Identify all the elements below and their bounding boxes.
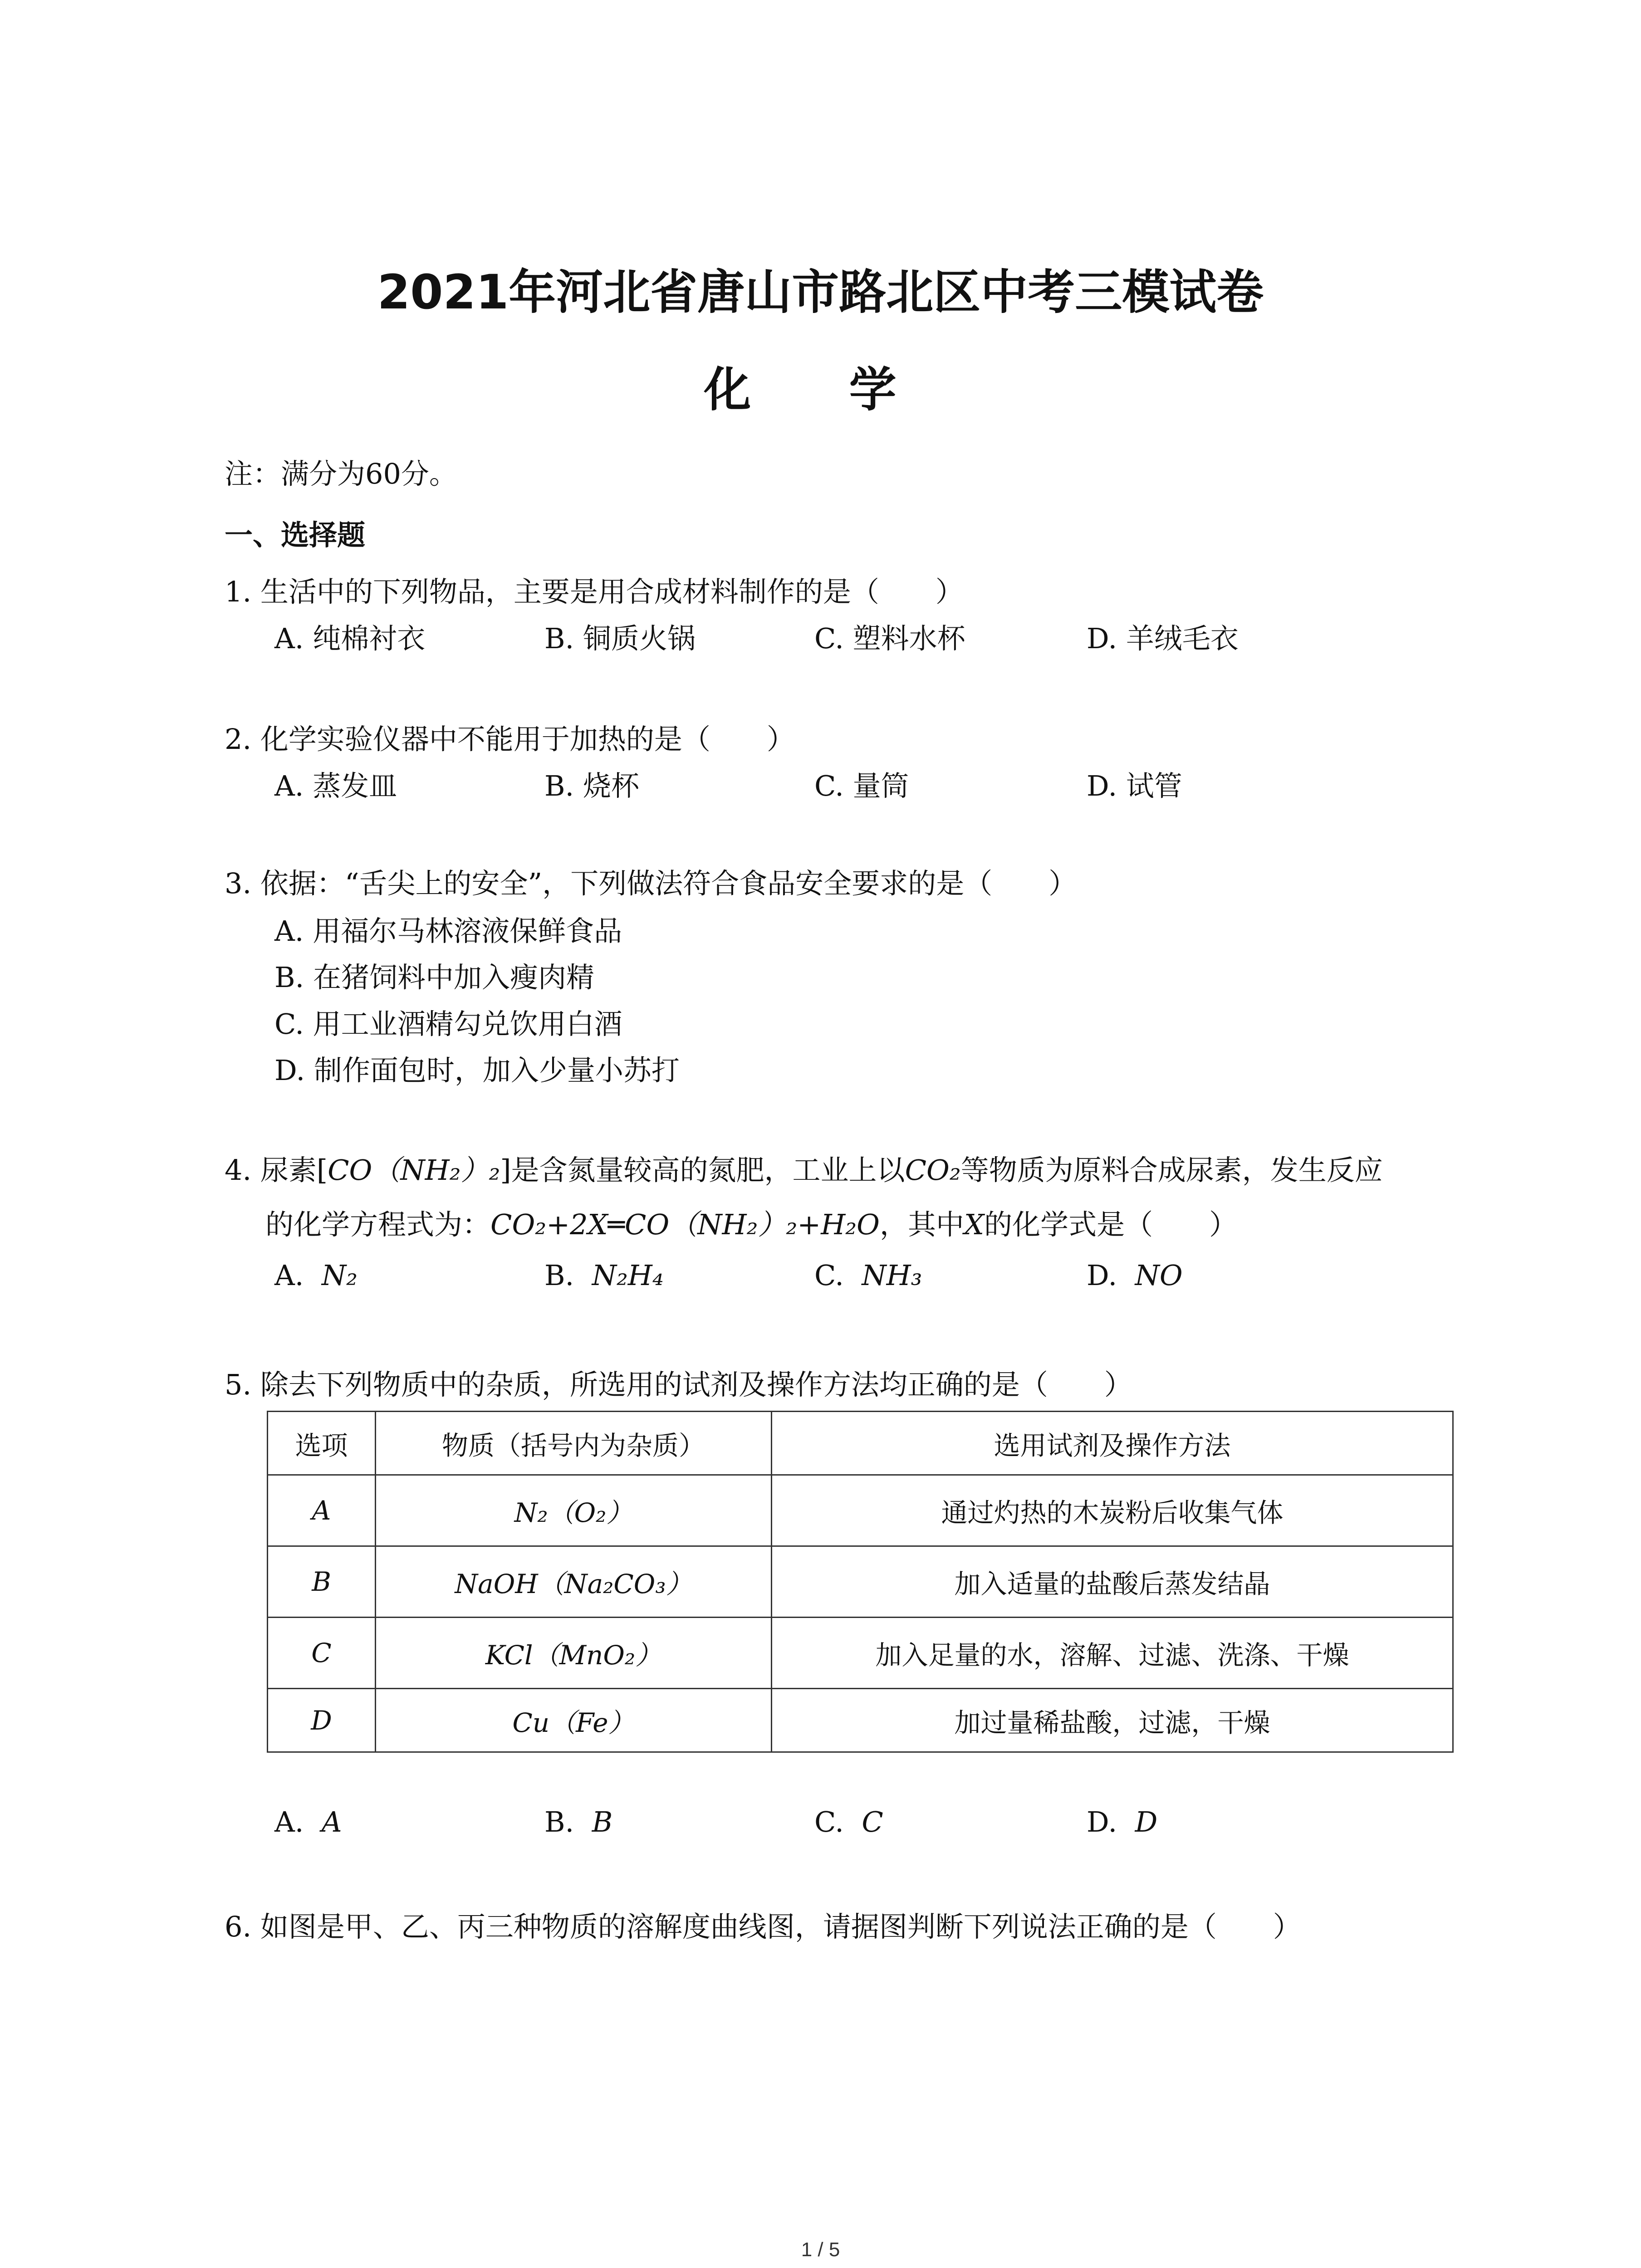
table-cell: D: [268, 1689, 376, 1752]
table-cell: B: [268, 1546, 376, 1618]
score-note: 注：满分为60分。: [225, 457, 457, 490]
question-4-option-d: [1087, 1259, 1183, 1292]
option-label: A.: [274, 1805, 304, 1838]
option-label: D.: [1087, 1259, 1117, 1292]
option-value: C: [862, 1805, 883, 1838]
table-cell: A: [268, 1475, 376, 1546]
table-cell: NaOH（Na₂CO₃）: [376, 1546, 772, 1618]
option-value: NH₃: [862, 1259, 922, 1292]
question-4-text: 的化学方程式为：: [265, 1208, 491, 1241]
table-cell: 加过量稀盐酸，过滤，干燥: [772, 1689, 1453, 1752]
table-row: [268, 1546, 1453, 1618]
table-header-cell: 选用试剂及操作方法: [772, 1412, 1453, 1475]
option-value: N₂H₄: [592, 1259, 664, 1292]
question-3-option-d: D. 制作面包时，加入少量小苏打: [274, 1054, 680, 1087]
question-4-line-2: [265, 1202, 1237, 1242]
question-5-option-b: [544, 1805, 612, 1838]
option-label: A.: [274, 1259, 304, 1292]
table-cell: N₂（O₂）: [376, 1475, 772, 1546]
question-1-option-d: D. 羊绒毛衣: [1087, 622, 1239, 655]
table-header-cell: 物质（括号内为杂质）: [376, 1412, 772, 1475]
question-2-option-b: B. 烧杯: [544, 769, 639, 802]
page-number: 1 / 5: [801, 2239, 840, 2261]
impurity-table: [267, 1411, 1454, 1753]
question-4-text: ，其中: [880, 1208, 965, 1241]
question-4-text: ]是含氮量较高的氮肥，工业上以: [500, 1154, 905, 1187]
question-2-stem: 2. 化学实验仪器中不能用于加热的是（ ）: [225, 723, 795, 756]
question-4-line-1: [225, 1148, 1383, 1188]
question-3-option-b: B. 在猪饲料中加入瘦肉精: [274, 961, 594, 994]
option-value: D: [1135, 1805, 1158, 1838]
question-4-text: 等物质为原料合成尿素，发生反应: [960, 1154, 1383, 1187]
question-3-option-c: C. 用工业酒精勾兑饮用白酒: [274, 1007, 622, 1041]
question-5-stem: 5. 除去下列物质中的杂质，所选用的试剂及操作方法均正确的是（ ）: [225, 1368, 1132, 1401]
section-heading: 一、选择题: [225, 518, 366, 552]
option-label: B.: [544, 1259, 574, 1292]
question-5-option-a: [274, 1805, 342, 1838]
table-cell: Cu（Fe）: [376, 1689, 772, 1752]
question-2-option-d: D. 试管: [1087, 769, 1182, 802]
question-1-stem: 1. 生活中的下列物品，主要是用合成材料制作的是（ ）: [225, 575, 964, 608]
question-4-option-a: [274, 1259, 358, 1292]
option-value: N₂: [321, 1259, 358, 1292]
unknown-x: X: [964, 1208, 985, 1241]
option-label: C.: [814, 1259, 844, 1292]
question-5-option-d: [1087, 1805, 1157, 1838]
question-6-stem: 6. 如图是甲、乙、丙三种物质的溶解度曲线图，请据图判断下列说法正确的是（ ）: [225, 1910, 1301, 1943]
table-cell: 加入适量的盐酸后蒸发结晶: [772, 1546, 1453, 1618]
option-value: NO: [1135, 1259, 1183, 1292]
exam-title: 2021年河北省唐山市路北区中考三模试卷: [377, 264, 1264, 320]
exam-subject: 化 学: [704, 362, 937, 417]
table-header-row: [268, 1412, 1453, 1475]
option-value: A: [321, 1805, 342, 1838]
question-4-text: 4. 尿素[: [225, 1154, 328, 1187]
table-cell: KCl（MnO₂）: [376, 1618, 772, 1689]
question-4-option-b: [544, 1259, 664, 1292]
table-cell: C: [268, 1618, 376, 1689]
option-value: B: [592, 1805, 613, 1838]
table-header-cell: 选项: [268, 1412, 376, 1475]
question-2-option-a: A. 蒸发皿: [274, 769, 397, 802]
option-label: C.: [814, 1805, 844, 1838]
question-2-option-c: C. 量筒: [814, 769, 909, 802]
co2-formula: CO₂: [905, 1154, 961, 1187]
question-4-option-c: [814, 1259, 922, 1292]
table-cell: 通过灼热的木炭粉后收集气体: [772, 1475, 1453, 1546]
table-row: [268, 1618, 1453, 1689]
option-label: B.: [544, 1805, 574, 1838]
table-row: [268, 1689, 1453, 1752]
question-5-option-c: [814, 1805, 883, 1838]
table-cell: 加入足量的水，溶解、过滤、洗涤、干燥: [772, 1618, 1453, 1689]
question-1-option-a: A. 纯棉衬衣: [274, 622, 426, 655]
question-1-option-b: B. 铜质火锅: [544, 622, 696, 655]
question-3-option-a: A. 用福尔马林溶液保鲜食品: [274, 914, 622, 948]
question-1-option-c: C. 塑料水杯: [814, 622, 965, 655]
urea-formula: CO（NH₂）₂: [328, 1154, 500, 1187]
reaction-equation: CO₂+2X═CO（NH₂）₂+H₂O: [490, 1208, 880, 1241]
option-label: D.: [1087, 1805, 1117, 1838]
question-4-text: 的化学式是（ ）: [984, 1208, 1238, 1241]
table-row: [268, 1475, 1453, 1546]
question-3-stem: 3. 依据：“舌尖上的安全”，下列做法符合食品安全要求的是（ ）: [225, 867, 1077, 900]
